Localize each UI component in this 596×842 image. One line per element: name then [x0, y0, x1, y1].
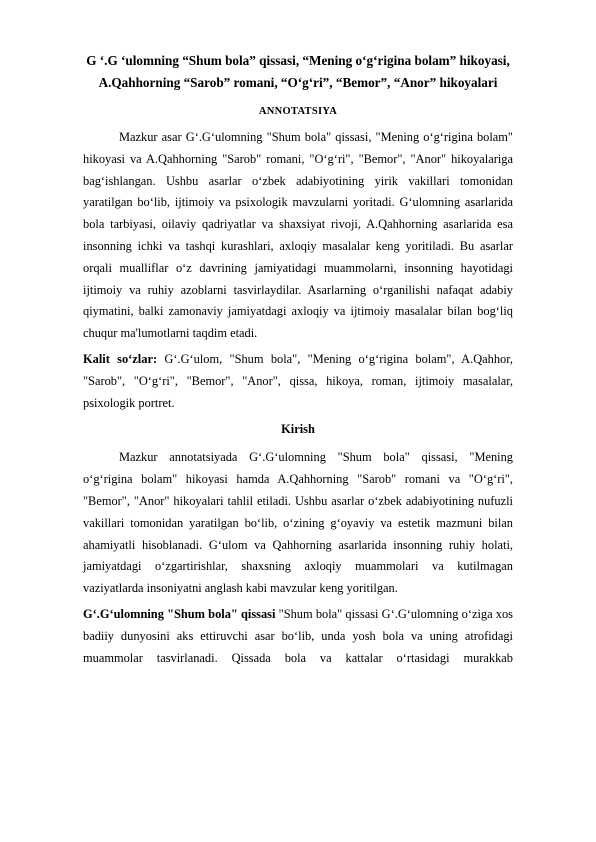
keywords-paragraph — [83, 349, 513, 414]
keywords-text: G‘.G‘ulom, "Shum bola", "Mening o‘g‘rigina bolam", A.Qahhor, "Sarob", "O‘g‘ri", "Bemor", "Anor", qissa, hikoya, roman, ijtimoiy masalalar, psixologik portret. — [83, 351, 513, 410]
intro-paragraph: Mazkur annotatsiyada G‘.G‘ulomning "Shum bola" qissasi, "Mening o‘g‘rigina bolam" hikoyasi hamda A.Qahhorning "Sarob" romani va "O‘g‘ri", "Bemor", "Anor" hikoyalari tahlil etiladi. Ushbu asarlar o‘zbek adabiyotining nufuzli vakillari tomonidan yaratilgan bo‘lib, o‘zining g‘oyaviy va estetik mazmuni bilan ahamiyatli hisoblanadi. G‘ulom va Qahhorning asarlarida insonning ruhiy holati, jamiyatdagi o‘zgartirishlar, shaxsning axloqiy muammolari va kutilmagan vaziyatlarda insoniyatni anglash kabi mavzular keng yoritilgan. — [83, 450, 513, 596]
shum-bola-text: "Shum bola" qissasi G‘.G‘ulomning o‘ziga xos badiiy dunyosini aks ettiruvchi asar bo‘lib, unda yosh bola va uning atrofidagi muammolar tasvirlanadi. Qissada bola va kattalar o‘rtasidagi murakkab — [83, 606, 513, 665]
document-page — [83, 50, 513, 669]
shum-bola-label: G‘.G‘ulomning "Shum bola" qissasi — [83, 606, 276, 621]
document-title-line-2: A.Qahhorning “Sarob” romani, “O‘g‘ri”, “Bemor”, “Anor” hikoyalari — [98, 75, 498, 90]
document-title-line-1: G ‘.G ‘ulomning “Shum bola” qissasi, “Mening o‘g‘rigina bolam” hikoyasi, — [86, 53, 510, 68]
annotation-heading: ANNOTATSIYA — [258, 106, 338, 117]
shum-bola-paragraph — [83, 604, 513, 669]
intro-heading: Kirish — [281, 422, 315, 437]
keywords-label: Kalit so‘zlar: — [83, 351, 158, 366]
annotation-paragraph: Mazkur asar G‘.G‘ulomning "Shum bola" qissasi, "Mening o‘g‘rigina bolam" hikoyasi va A.Qahhorning "Sarob" romani, "O‘g‘ri", "Bemor", "Anor" hikoyalariga bag‘ishlangan. Ushbu asarlar o‘zbek adabiyotining yirik vakillari tomonidan yaratilgan bo‘lib, ijtimoiy va psixologik mavzularni yoritadi. G‘ulomning asarlarida bola tarbiyasi, oilaviy qadriyatlar va shaxsiyat rivoji, A.Qahhorning asarlarida esa insonning ichki va tashqi kurashlari, axloqiy masalalar keng yoritiladi. Bu asarlar orqali mualliflar o‘z davrining jamiyatidagi muammolarni, insonning hayotidagi ijtimoiy va ruhiy azoblarni tasvirlaydilar. Asarlarning o‘rganilishi nafaqat adabiy qiymatini, balki zamonaviy jamiyatdagi axloqiy va ijtimoiy masalalar bilan bog‘liq chuqur ma'lumotlarni taqdim etadi. — [83, 130, 513, 341]
